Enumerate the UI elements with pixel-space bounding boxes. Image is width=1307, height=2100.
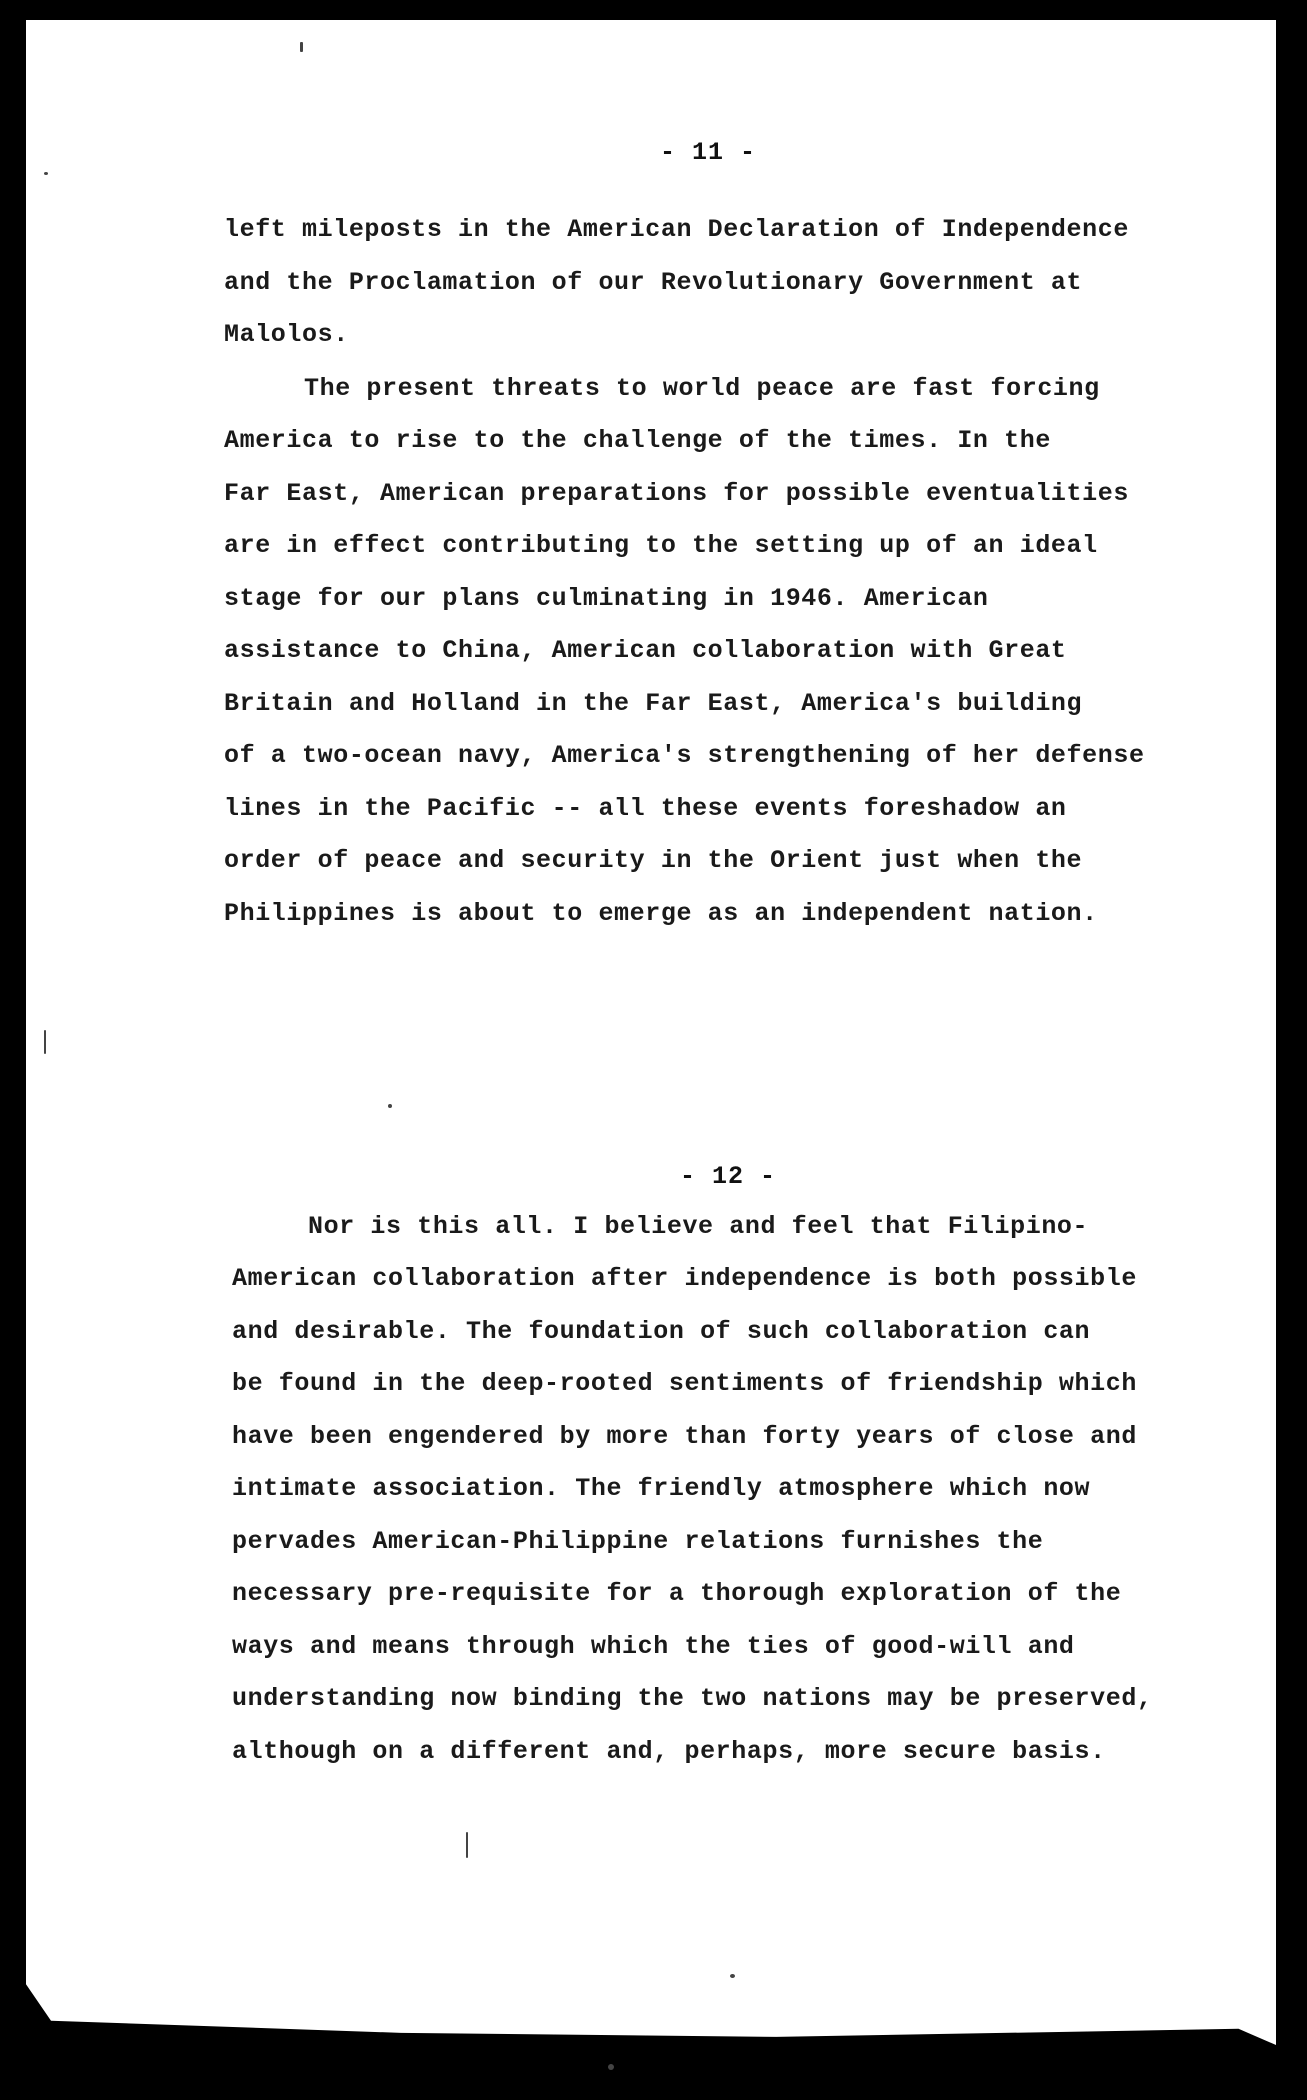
scan-speck: [730, 1974, 735, 1978]
text-line: understanding now binding the two nations may be preserved,: [232, 1684, 1153, 1713]
text-line: be found in the deep-rooted sentiments of friendship which: [232, 1369, 1137, 1398]
text-line: Britain and Holland in the Far East, America's building: [224, 689, 1083, 718]
text-line: American collaboration after independence is both possible: [232, 1264, 1137, 1293]
text-line: lines in the Pacific -- all these events foreshadow an: [224, 794, 1067, 823]
text-line: ways and means through which the ties of good-will and: [232, 1632, 1075, 1661]
text-line: order of peace and security in the Orient just when the: [224, 846, 1083, 875]
scan-speck: [44, 172, 48, 175]
text-line: have been engendered by more than forty years of close and: [232, 1422, 1137, 1451]
text-line: although on a different and, perhaps, more secure basis.: [232, 1737, 1106, 1766]
page-number-bottom: - 12 -: [680, 1162, 777, 1191]
scan-speck: [466, 1832, 468, 1858]
text-line: and the Proclamation of our Revolutionary Government at: [224, 268, 1083, 297]
text-line: Philippines is about to emerge as an independent nation.: [224, 899, 1098, 928]
text-line: Far East, American preparations for possible eventualities: [224, 479, 1129, 508]
text-line: pervades American-Philippine relations furnishes the: [232, 1527, 1044, 1556]
scan-speck: [388, 1104, 392, 1108]
scan-speck: [44, 1030, 46, 1054]
text-line: necessary pre-requisite for a thorough exploration of the: [232, 1579, 1122, 1608]
text-line: America to rise to the challenge of the times. In the: [224, 426, 1051, 455]
text-line: Malolos.: [224, 320, 349, 349]
scan-speck: [608, 2064, 614, 2070]
text-line: are in effect contributing to the setting up of an ideal: [224, 531, 1098, 560]
text-line: assistance to China, American collaboration with Great: [224, 636, 1067, 665]
text-line: of a two-ocean navy, America's strengthening of her defense: [224, 741, 1145, 770]
text-line: Nor is this all. I believe and feel that Filipino-: [308, 1212, 1089, 1241]
text-line: stage for our plans culminating in 1946. American: [224, 584, 989, 613]
text-line: left mileposts in the American Declaration of Independence: [224, 215, 1129, 244]
text-line: and desirable. The foundation of such collaboration can: [232, 1317, 1091, 1346]
page-number-top: - 11 -: [660, 138, 757, 167]
text-line: intimate association. The friendly atmosphere which now: [232, 1474, 1091, 1503]
text-line: The present threats to world peace are fast forcing: [304, 374, 1100, 403]
scan-speck: [300, 42, 303, 52]
